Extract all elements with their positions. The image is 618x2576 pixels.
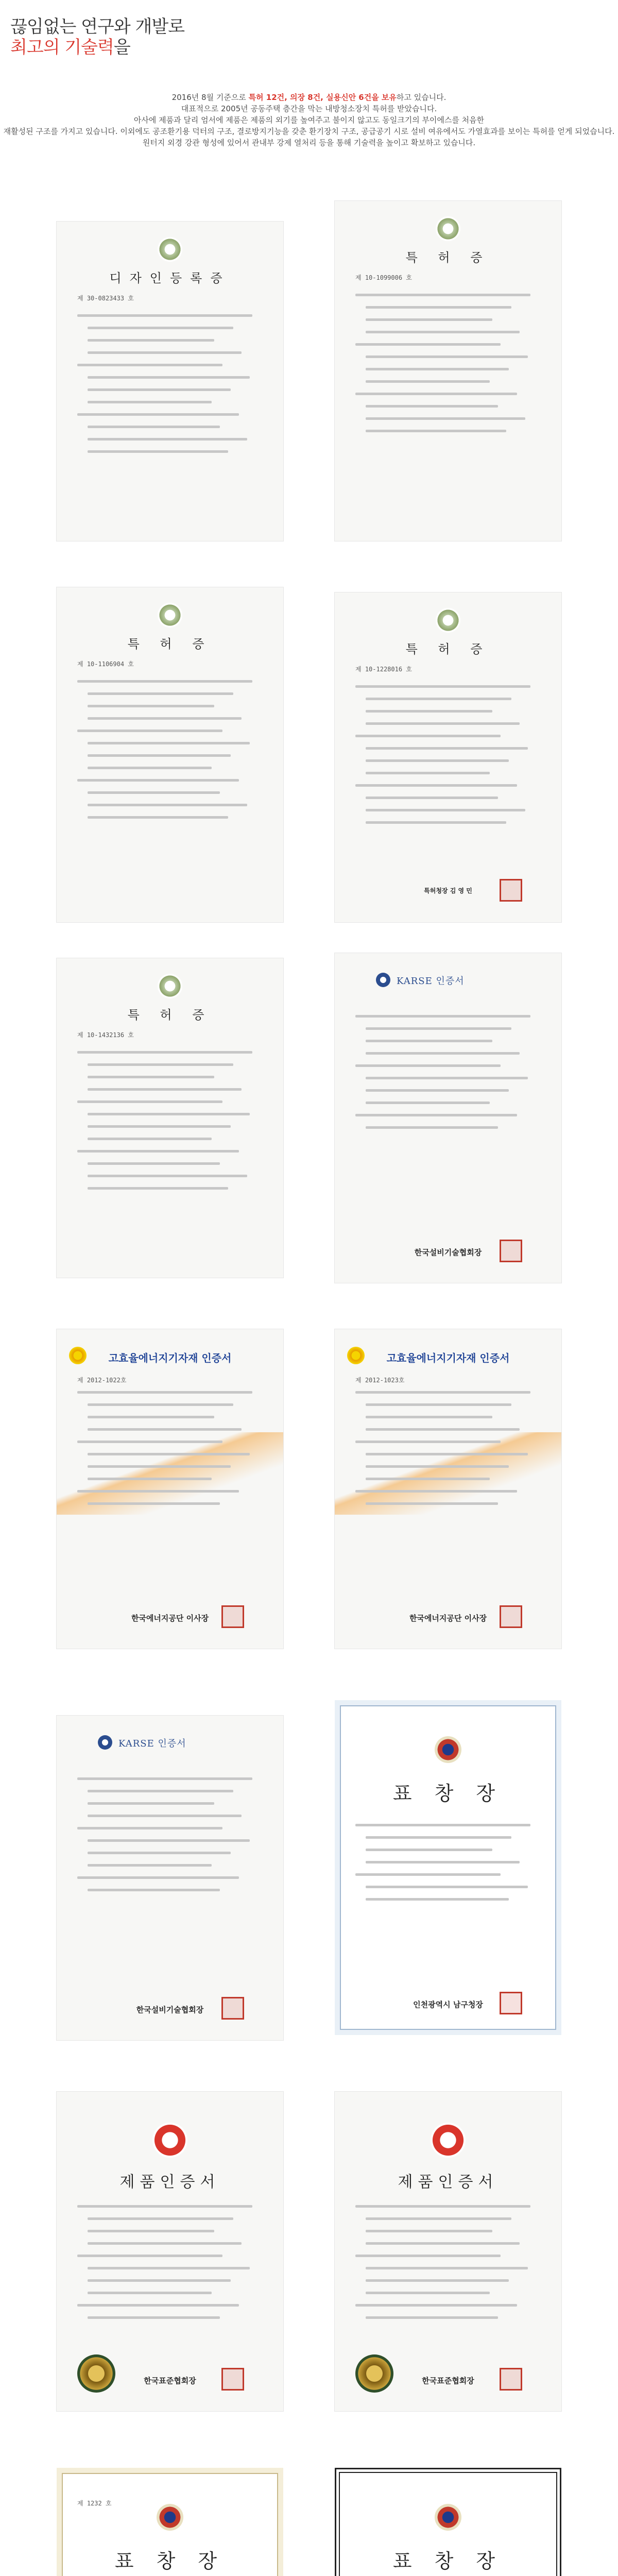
patent-office-emblem	[436, 216, 460, 241]
text-line-placeholder	[355, 735, 501, 737]
certificate-card	[57, 1716, 283, 2040]
text-line-placeholder	[88, 1187, 228, 1190]
text-line-placeholder	[366, 430, 506, 432]
text-line-placeholder	[88, 327, 233, 329]
patent-office-emblem	[158, 974, 182, 998]
patent-office-emblem	[158, 603, 182, 628]
certificate-title: KARSE 인증서	[397, 976, 465, 987]
text-line-placeholder	[88, 742, 250, 744]
text-line-placeholder	[366, 1416, 492, 1418]
ks-certification-mark-icon	[431, 2123, 466, 2158]
text-line-placeholder	[88, 426, 220, 428]
text-line-placeholder	[88, 767, 212, 769]
certificate-card	[57, 587, 283, 922]
certificate-card	[57, 1329, 283, 1649]
text-line-placeholder	[366, 710, 492, 713]
text-line-placeholder	[88, 401, 212, 403]
certificate-number: 제 30-0823433 호	[77, 295, 134, 302]
national-emblem-icon	[435, 1736, 461, 1763]
text-line-placeholder	[366, 1089, 509, 1092]
text-line-placeholder	[88, 1175, 247, 1177]
text-line-placeholder	[77, 1490, 239, 1493]
certificate-issuer: 한국에너지공단 이사장	[131, 1614, 209, 1623]
text-line-placeholder	[88, 804, 247, 806]
page-header	[0, 0, 618, 147]
text-line-placeholder	[77, 1391, 252, 1394]
patent-office-emblem	[158, 237, 182, 262]
certificate-issuer: 한국표준협회장	[422, 2376, 474, 2385]
certificate-card	[335, 953, 561, 1283]
text-line-placeholder	[88, 438, 247, 440]
text-line-placeholder	[88, 1864, 212, 1867]
certificate-card	[335, 201, 561, 541]
text-line-placeholder	[366, 1849, 492, 1851]
official-seal-stamp	[500, 879, 522, 902]
certificate-number: 제 10-1106904 호	[77, 660, 134, 668]
official-seal-stamp	[500, 1992, 522, 2014]
text-line-placeholder	[77, 680, 252, 683]
text-line-placeholder	[77, 730, 222, 732]
certificate-card	[335, 592, 561, 922]
text-line-placeholder	[355, 685, 530, 688]
text-line-placeholder	[88, 1403, 233, 1406]
text-line-placeholder	[366, 306, 511, 309]
text-line-placeholder	[366, 331, 520, 333]
text-line-placeholder	[366, 2316, 498, 2319]
text-line-placeholder	[77, 1100, 222, 1103]
text-line-placeholder	[88, 1416, 214, 1418]
text-line-placeholder	[88, 1478, 212, 1480]
text-line-placeholder	[366, 1861, 520, 1863]
certificate-title: 표 창 장	[392, 1782, 504, 1805]
text-line-placeholder	[366, 1886, 528, 1888]
text-line-placeholder	[88, 2316, 220, 2319]
text-line-placeholder	[77, 779, 239, 782]
text-line-placeholder	[88, 1839, 250, 1842]
karse-logo-icon	[98, 1735, 112, 1750]
certificate-title: 표 창 장	[114, 2550, 226, 2572]
official-seal-stamp	[221, 2368, 244, 2391]
text-line-placeholder	[77, 1777, 252, 1780]
text-line-placeholder	[366, 1126, 498, 1129]
text-line-placeholder	[355, 2255, 501, 2257]
page-title-line1: 끊임없는 연구와 개발로	[10, 16, 185, 37]
intro-text	[0, 92, 618, 148]
text-line-placeholder	[355, 1490, 517, 1493]
intro-line: 대표적으로 2005년 공동주택 층간을 막는 내방청소장치 특허를 받았습니다.	[181, 104, 437, 113]
text-line-placeholder	[88, 791, 220, 794]
official-seal-stamp	[221, 1605, 244, 1628]
certificate-number: 제 10-1432136 호	[77, 1031, 134, 1039]
certificate-card	[57, 2468, 283, 2576]
certificate-number: 제 2012-1023호	[355, 1377, 405, 1384]
text-line-placeholder	[77, 1876, 239, 1879]
certificate-title: 특 허 증	[127, 637, 213, 651]
text-line-placeholder	[355, 784, 517, 787]
certificate-number: 제 10-1228016 호	[355, 666, 412, 673]
text-line-placeholder	[355, 2205, 530, 2208]
certificate-title: 특 허 증	[127, 1008, 213, 1022]
text-line-placeholder	[88, 2279, 231, 2282]
text-line-placeholder	[77, 2304, 239, 2307]
text-line-placeholder	[88, 1162, 220, 1165]
certificate-card	[335, 2092, 561, 2411]
text-line-placeholder	[366, 796, 498, 799]
text-line-placeholder	[88, 1113, 250, 1115]
text-line-placeholder	[88, 754, 231, 757]
certificate-title: 디자인등록증	[109, 271, 231, 285]
text-line-placeholder	[366, 2217, 511, 2220]
text-line-placeholder	[88, 1465, 231, 1468]
text-line-placeholder	[366, 2230, 492, 2232]
text-line-placeholder	[88, 1790, 233, 1792]
text-line-placeholder	[77, 364, 222, 366]
text-line-placeholder	[366, 1040, 492, 1042]
certificate-number: 제 2012-1022호	[77, 1377, 127, 1384]
karse-logo-icon	[376, 973, 390, 987]
text-line-placeholder	[366, 1836, 511, 1839]
text-line-placeholder	[88, 351, 242, 354]
text-line-placeholder	[366, 2279, 509, 2282]
text-line-placeholder	[366, 1465, 509, 1468]
text-line-placeholder	[355, 1064, 501, 1067]
gold-seal-icon	[355, 2354, 393, 2393]
text-line-placeholder	[355, 393, 517, 395]
text-line-placeholder	[88, 1852, 231, 1854]
text-line-placeholder	[355, 294, 530, 296]
energy-logo-icon	[347, 1347, 365, 1364]
text-line-placeholder	[88, 717, 242, 720]
text-line-placeholder	[366, 1052, 520, 1055]
text-line-placeholder	[366, 772, 490, 774]
text-line-placeholder	[88, 2267, 250, 2269]
text-line-placeholder	[366, 1027, 511, 1030]
intro-line: 원터지 외경 강관 형성에 있어서 관내부 강제 열처리 등을 통해 기술력을 높이고 확보하고 있습니다.	[142, 138, 476, 147]
text-line-placeholder	[88, 339, 214, 342]
text-line-placeholder	[366, 1428, 520, 1431]
text-line-placeholder	[88, 1428, 242, 1431]
text-line-placeholder	[366, 417, 525, 420]
text-line-placeholder	[88, 2217, 233, 2220]
text-line-placeholder	[366, 1101, 490, 1104]
certificate-title: KARSE 인증서	[118, 1738, 186, 1749]
text-line-placeholder	[88, 2292, 212, 2294]
certificate-card	[57, 222, 283, 541]
text-line-placeholder	[366, 809, 525, 811]
text-line-placeholder	[366, 747, 528, 750]
energy-logo-icon	[69, 1347, 87, 1364]
intro-line: 재활성된 구조를 가지고 있습니다. 이외에도 공조환기용 덕터의 구조, 결로방지기능을 갖춘 환기장치 구조, 공급공기 시로 설비 여유에서도 가열효과를 보이는 특허를 얻게 되었습니다.	[3, 127, 615, 136]
text-line-placeholder	[366, 1077, 528, 1079]
text-line-placeholder	[366, 2242, 520, 2245]
certificate-issuer: 인천광역시 남구청장	[413, 2000, 483, 2009]
text-line-placeholder	[88, 1063, 233, 1066]
certificate-number: 제 10-1099006 호	[355, 274, 412, 281]
text-line-placeholder	[88, 1088, 242, 1091]
certificate-card	[335, 1329, 561, 1649]
text-line-placeholder	[77, 1150, 239, 1153]
text-line-placeholder	[88, 705, 214, 707]
text-line-placeholder	[88, 1076, 214, 1078]
title-rest: 을	[113, 37, 130, 58]
text-line-placeholder	[88, 388, 231, 391]
text-line-placeholder	[366, 405, 498, 408]
intro-line: 2016년 8월 기준으로 특허 12건, 의장 8건, 실용신안 6건을 보유하고 있습니다.	[171, 93, 447, 102]
text-line-placeholder	[77, 314, 252, 317]
certificate-title: 특 허 증	[405, 250, 491, 265]
text-line-placeholder	[366, 1478, 490, 1480]
text-line-placeholder	[77, 2255, 222, 2257]
text-line-placeholder	[77, 2205, 252, 2208]
certificate-card	[57, 958, 283, 1278]
text-line-placeholder	[366, 1453, 528, 1455]
text-line-placeholder	[77, 1440, 222, 1443]
ks-certification-mark-icon	[152, 2123, 187, 2158]
text-line-placeholder	[88, 376, 250, 379]
text-line-placeholder	[366, 722, 520, 725]
text-line-placeholder	[355, 343, 501, 346]
certificate-card	[335, 2468, 561, 2576]
text-line-placeholder	[355, 1824, 530, 1826]
text-line-placeholder	[366, 698, 511, 700]
text-line-placeholder	[88, 1802, 214, 1805]
certificate-issuer: 한국에너지공단 이사장	[409, 1614, 487, 1623]
text-line-placeholder	[88, 450, 228, 453]
certificate-title: 표 창 장	[392, 2550, 504, 2572]
text-line-placeholder	[88, 1502, 220, 1505]
gold-seal-icon	[77, 2354, 115, 2393]
certificate-issuer: 특허청장 김 영 민	[424, 887, 472, 894]
certificate-issuer: 한국설비기술협회장	[414, 1248, 482, 1257]
text-line-placeholder	[355, 1440, 501, 1443]
title-highlight: 최고의 기술력	[10, 37, 114, 58]
text-line-placeholder	[88, 1453, 250, 1455]
certificate-card	[57, 2092, 283, 2411]
text-line-placeholder	[88, 692, 233, 695]
certificate-title: 고효율에너지기자재 인증서	[386, 1352, 510, 1364]
text-line-placeholder	[366, 1898, 509, 1901]
intro-line: 아사에 제품과 달리 엄서에 제품은 제품의 외기를 높여주고 불이지 않고도 동일크기의 부이에스를 처음한	[133, 115, 485, 125]
text-line-placeholder	[366, 368, 509, 370]
text-line-placeholder	[366, 1502, 498, 1505]
certificate-title: 제품인증서	[398, 2173, 499, 2191]
text-line-placeholder	[88, 2230, 214, 2232]
text-line-placeholder	[355, 1015, 530, 1018]
official-seal-stamp	[500, 1605, 522, 1628]
certificate-number: 제 1232 호	[77, 2500, 112, 2507]
text-line-placeholder	[77, 1051, 252, 1054]
text-line-placeholder	[355, 1873, 501, 1876]
text-line-placeholder	[355, 1114, 517, 1116]
text-line-placeholder	[366, 2292, 490, 2294]
text-line-placeholder	[88, 1815, 242, 1817]
certificate-title: 특 허 증	[405, 642, 491, 656]
text-line-placeholder	[88, 2242, 242, 2245]
certificate-card	[335, 1700, 561, 2035]
text-line-placeholder	[88, 816, 228, 819]
text-line-placeholder	[88, 1125, 231, 1128]
certificate-title: 고효율에너지기자재 인증서	[108, 1352, 232, 1364]
text-line-placeholder	[366, 821, 506, 824]
text-line-placeholder	[366, 2267, 528, 2269]
text-line-placeholder	[366, 318, 492, 321]
page-title-line2	[10, 33, 130, 58]
text-line-placeholder	[88, 1138, 212, 1140]
text-line-placeholder	[355, 2304, 517, 2307]
text-line-placeholder	[366, 380, 490, 383]
official-seal-stamp	[500, 1240, 522, 1262]
text-line-placeholder	[355, 1391, 530, 1394]
text-line-placeholder	[366, 355, 528, 358]
text-line-placeholder	[366, 1403, 511, 1406]
certificate-issuer: 한국설비기술협회장	[136, 2005, 204, 2014]
text-line-placeholder	[88, 1889, 220, 1891]
certificate-issuer: 한국표준협회장	[144, 2376, 196, 2385]
official-seal-stamp	[500, 2368, 522, 2391]
text-line-placeholder	[366, 759, 509, 762]
official-seal-stamp	[221, 1997, 244, 2020]
text-line-placeholder	[77, 1827, 222, 1829]
patent-office-emblem	[436, 608, 460, 633]
national-emblem-icon	[157, 2504, 183, 2531]
national-emblem-icon	[435, 2504, 461, 2531]
text-line-placeholder	[77, 413, 239, 416]
certificate-title: 제품인증서	[119, 2173, 220, 2191]
